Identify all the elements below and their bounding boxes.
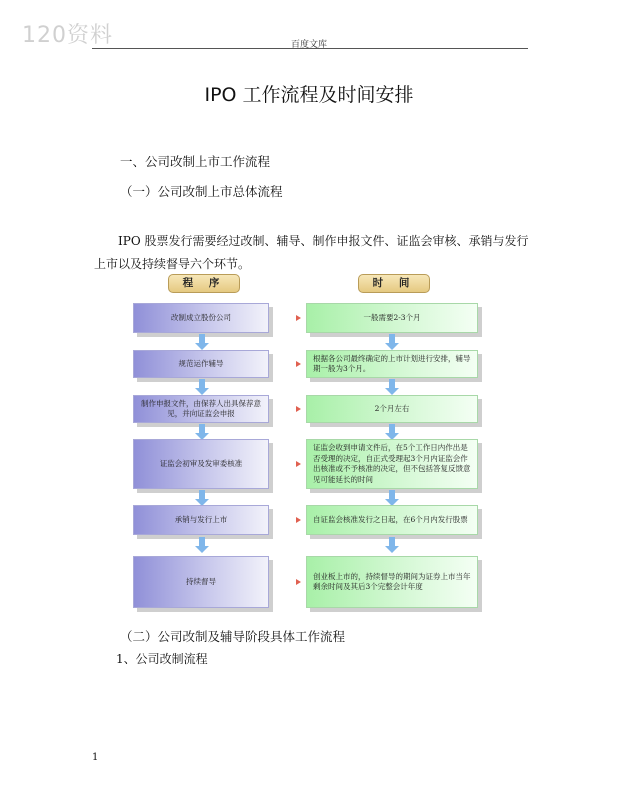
header-rule: [92, 48, 528, 49]
procedure-step-2: 规范运作辅导: [133, 350, 269, 378]
row-link-arrow-icon: [296, 517, 301, 523]
row-link-arrow-icon: [296, 406, 301, 412]
section-heading-1: 一、公司改制上市工作流程: [120, 154, 271, 169]
procedure-step-4: 证监会初审及发审委核准: [133, 439, 269, 489]
subitem-heading: 1、公司改制流程: [116, 652, 208, 666]
section-heading-1-2: （二）公司改制及辅导阶段具体工作流程: [120, 629, 346, 644]
document-title: IPO 工作流程及时间安排: [204, 84, 414, 106]
down-arrow-icon: [385, 424, 399, 440]
down-arrow-icon: [385, 537, 399, 553]
down-arrow-icon: [195, 490, 209, 506]
procedure-column-header: 程 序: [168, 274, 240, 293]
watermark: 120资料: [22, 23, 113, 48]
time-step-6: 创业板上市的，持续督导的期间为证券上市当年剩余时间及其后3个完整会计年度: [306, 556, 478, 608]
time-step-3: 2个月左右: [306, 395, 478, 423]
down-arrow-icon: [195, 334, 209, 350]
down-arrow-icon: [195, 379, 209, 395]
row-link-arrow-icon: [296, 315, 301, 321]
time-step-4: 证监会收到申请文件后，在5个工作日内作出是否受理的决定，自正式受理起3个月内证监会作出核准或不予核准的决定，但不包括答复反馈意见可能延长的时间: [306, 439, 478, 489]
time-column-header: 时 间: [358, 274, 430, 293]
down-arrow-icon: [385, 379, 399, 395]
down-arrow-icon: [385, 490, 399, 506]
intro-paragraph: IPO 股票发行需要经过改制、辅导、制作申报文件、证监会审核、承销与发行上市以及持续督导六个环节。: [94, 234, 529, 271]
row-link-arrow-icon: [296, 461, 301, 467]
procedure-step-6: 持续督导: [133, 556, 269, 608]
time-step-5: 自证监会核准发行之日起，在6个月内发行股票: [306, 505, 478, 535]
procedure-step-3: 制作申报文件，由保荐人出具保荐意见，并向证监会申报: [133, 395, 269, 423]
down-arrow-icon: [195, 537, 209, 553]
section-heading-1-1: （一）公司改制上市总体流程: [120, 184, 283, 199]
row-link-arrow-icon: [296, 361, 301, 367]
row-link-arrow-icon: [296, 579, 301, 585]
time-step-2: 根据各公司最终确定的上市计划进行安排，辅导期一般为3个月。: [306, 350, 478, 378]
procedure-step-1: 改制成立股份公司: [133, 303, 269, 333]
procedure-step-5: 承销与发行上市: [133, 505, 269, 535]
down-arrow-icon: [385, 334, 399, 350]
down-arrow-icon: [195, 424, 209, 440]
header-label: 百度文库: [290, 40, 327, 50]
time-step-1: 一般需要2-3个月: [306, 303, 478, 333]
page-number: 1: [92, 752, 99, 763]
